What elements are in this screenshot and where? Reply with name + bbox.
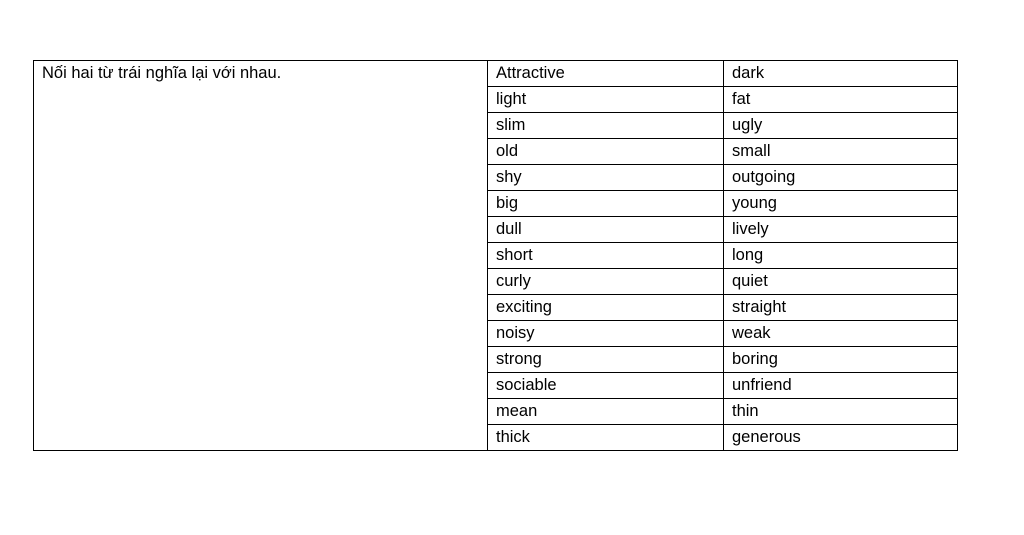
word-right: unfriend [724, 373, 958, 399]
word-left: sociable [488, 373, 724, 399]
word-right: young [724, 191, 958, 217]
word-right: thin [724, 399, 958, 425]
word-right: long [724, 243, 958, 269]
instruction-prompt: Nối hai từ trái nghĩa lại với nhau. [34, 61, 488, 451]
antonym-matching-table [33, 60, 958, 451]
word-left: noisy [488, 321, 724, 347]
word-left: dull [488, 217, 724, 243]
table-body [34, 61, 958, 451]
word-left: old [488, 139, 724, 165]
word-left: shy [488, 165, 724, 191]
word-right: straight [724, 295, 958, 321]
word-right: boring [724, 347, 958, 373]
word-left: big [488, 191, 724, 217]
word-right: fat [724, 87, 958, 113]
word-left: light [488, 87, 724, 113]
word-right: small [724, 139, 958, 165]
word-left: exciting [488, 295, 724, 321]
word-right: dark [724, 61, 958, 87]
word-right: outgoing [724, 165, 958, 191]
word-left: thick [488, 425, 724, 451]
word-left: Attractive [488, 61, 724, 87]
word-left: mean [488, 399, 724, 425]
word-left: short [488, 243, 724, 269]
word-left: strong [488, 347, 724, 373]
word-left: curly [488, 269, 724, 295]
word-right: weak [724, 321, 958, 347]
table-row [34, 61, 958, 87]
word-left: slim [488, 113, 724, 139]
exercise-container [33, 60, 932, 451]
word-right: lively [724, 217, 958, 243]
word-right: generous [724, 425, 958, 451]
word-right: quiet [724, 269, 958, 295]
word-right: ugly [724, 113, 958, 139]
